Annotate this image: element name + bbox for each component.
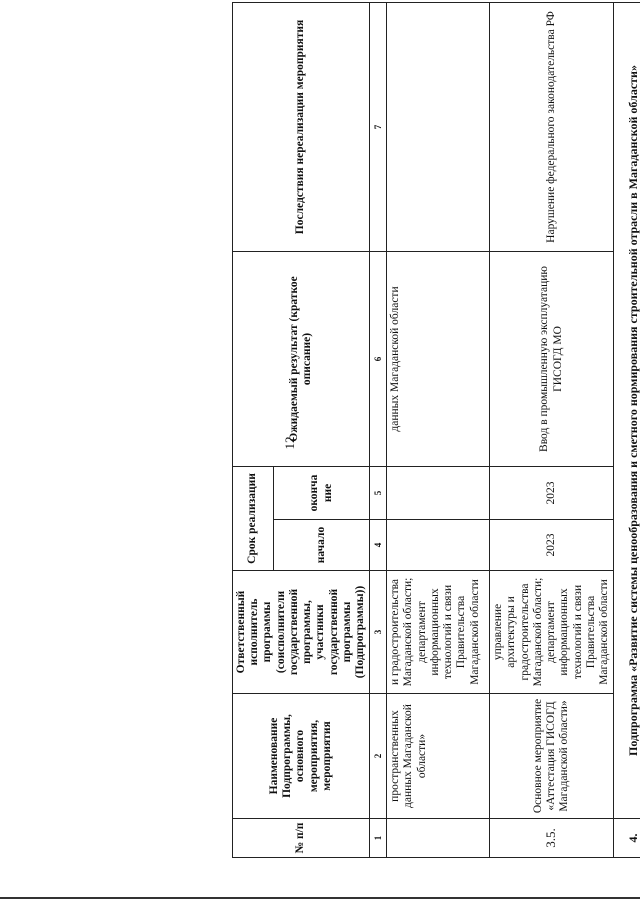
row-consequences: Нарушение федерального законодательства РФ [490,2,614,251]
column-number: 3 [370,571,387,694]
row-end [387,466,490,519]
rotated-table-container [232,3,640,858]
row-executor: управление архитектуры и градостроительства Магаданской области; департамент информационных технологий и связи Правительства Магаданской области [490,571,614,694]
column-number: 6 [370,251,387,466]
row-consequences [387,2,490,251]
subprogram-row [614,2,640,857]
subprogram-number: 4. [614,819,640,858]
column-number-row [370,2,387,857]
row-end: 2023 [490,466,614,519]
header-consequences: Последствия нереализации мероприятия [233,2,370,251]
header-start: начало [274,520,370,571]
measures-table [232,2,640,858]
row-executor: и градостроительства Магаданской области; департамент информационных технологий и связи Правительства Магаданской области [387,571,490,694]
table-row [387,2,490,857]
header-result: Ожидаемый результат (краткое описание) [233,251,370,466]
header-row-top [233,2,274,857]
row-name: пространственных данных Магаданской области» [387,694,490,819]
row-result: Ввод в промышленную эксплуатацию ГИСОГД МО [490,251,614,466]
row-start: 2023 [490,520,614,571]
column-number: 1 [370,819,387,858]
subprogram-title: Подпрограмма «Развитие системы ценообразования и сметного нормирования строительной отрасли в Магаданской области» [614,2,640,818]
header-end: оконча ние [274,466,370,519]
row-name: Основное мероприятие «Аттестация ГИСОГД Магаданской области» [490,694,614,819]
column-number: 7 [370,2,387,251]
row-start [387,520,490,571]
column-number: 2 [370,694,387,819]
column-number: 5 [370,466,387,519]
row-number: 3.5. [490,819,614,858]
page-number: 12 [282,436,297,450]
column-number: 4 [370,520,387,571]
header-num: № п/п [233,819,370,858]
header-name: Наименование Подпрограммы, основного мероприятия, мероприятия [233,694,370,819]
header-executor: Ответственный исполнитель программы (соисполнители государственной программы, участники государственной программы (Подпрограммы)) [233,571,370,694]
table-row [490,2,614,857]
bottom-divider [0,897,640,899]
row-number [387,819,490,858]
header-term: Срок реализации [233,466,274,570]
row-result: данных Магаданской области [387,251,490,466]
